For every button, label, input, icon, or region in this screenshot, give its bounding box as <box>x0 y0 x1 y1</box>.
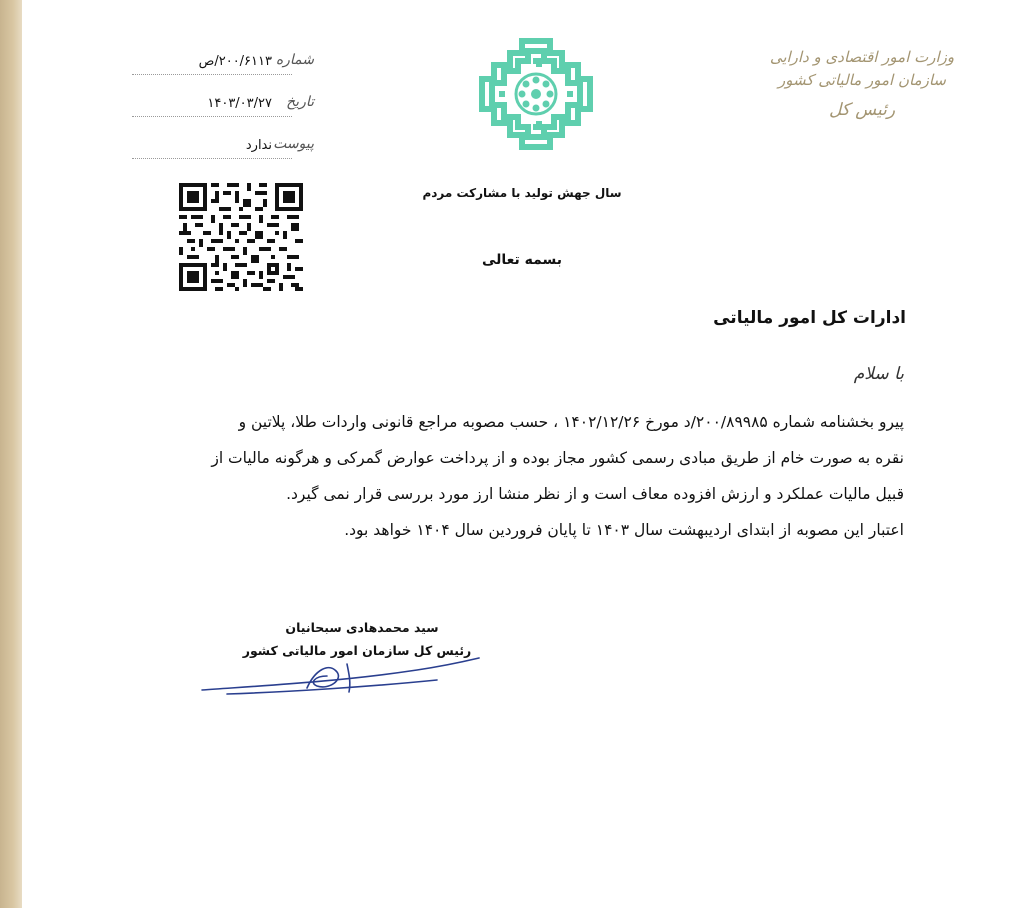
body-line: نقره به صورت خام از طریق مبادی رسمی کشور مجاز بوده و از پرداخت عوارض گمرکی و هرگونه مالیات از <box>211 449 904 467</box>
body-line: پیرو بخشنامه شماره ۲۰۰/۸۹۹۸۵/د مورخ ۱۴۰۲/۱۲/۲۶ ، حسب مصوبه مراجع قانونی واردات طلا، پلاتین و <box>238 413 904 431</box>
dotted-line <box>132 116 292 117</box>
attachment-row <box>132 136 332 178</box>
date-value: ۱۴۰۳/۰۳/۲۷ <box>207 96 272 111</box>
attachment-value: ندارد <box>245 138 272 153</box>
basmala: بسمه تعالی <box>481 252 563 268</box>
number-label: شماره <box>275 52 314 68</box>
date-row <box>132 94 332 136</box>
letter-page <box>22 0 1024 908</box>
salutation: با سلام <box>853 364 904 384</box>
ministry-letterhead <box>762 46 962 123</box>
body-line: قبیل مالیات عملکرد و ارزش افزوده معاف است و از نظر منشا ارز مورد بررسی قرار نمی گیرد. <box>286 485 904 503</box>
body-line: اعتبار این مصوبه از ابتدای اردیبهشت سال ۱۴۰۳ تا پایان فروردین سال ۱۴۰۴ خواهد بود. <box>344 521 904 539</box>
qr-code <box>179 183 303 291</box>
ministry-line-2: سازمان امور مالیاتی کشور <box>778 71 946 90</box>
ministry-line-1: وزارت امور اقتصادی و دارایی <box>769 48 955 66</box>
year-slogan: سال جهش تولید با مشارکت مردم <box>422 186 622 200</box>
recipient: ادارات کل امور مالیاتی <box>713 308 906 328</box>
number-row <box>132 52 332 94</box>
letter-body <box>204 408 904 552</box>
letter-meta <box>132 52 332 178</box>
attachment-label: پیوست <box>273 136 314 152</box>
number-value: ۲۰۰/۶۱۱۳/ص <box>198 54 272 69</box>
signatory-name: سید محمدهادی سبحانیان <box>285 620 439 635</box>
signatory-title: رئیس کل سازمان امور مالیاتی کشور <box>242 643 472 658</box>
dotted-line <box>132 74 292 75</box>
tax-organization-logo <box>478 37 594 151</box>
ministry-line-3: رئیس کل <box>828 99 896 120</box>
dotted-line <box>132 158 292 159</box>
date-label: تاریخ <box>286 94 314 110</box>
desk-edge <box>0 0 22 908</box>
